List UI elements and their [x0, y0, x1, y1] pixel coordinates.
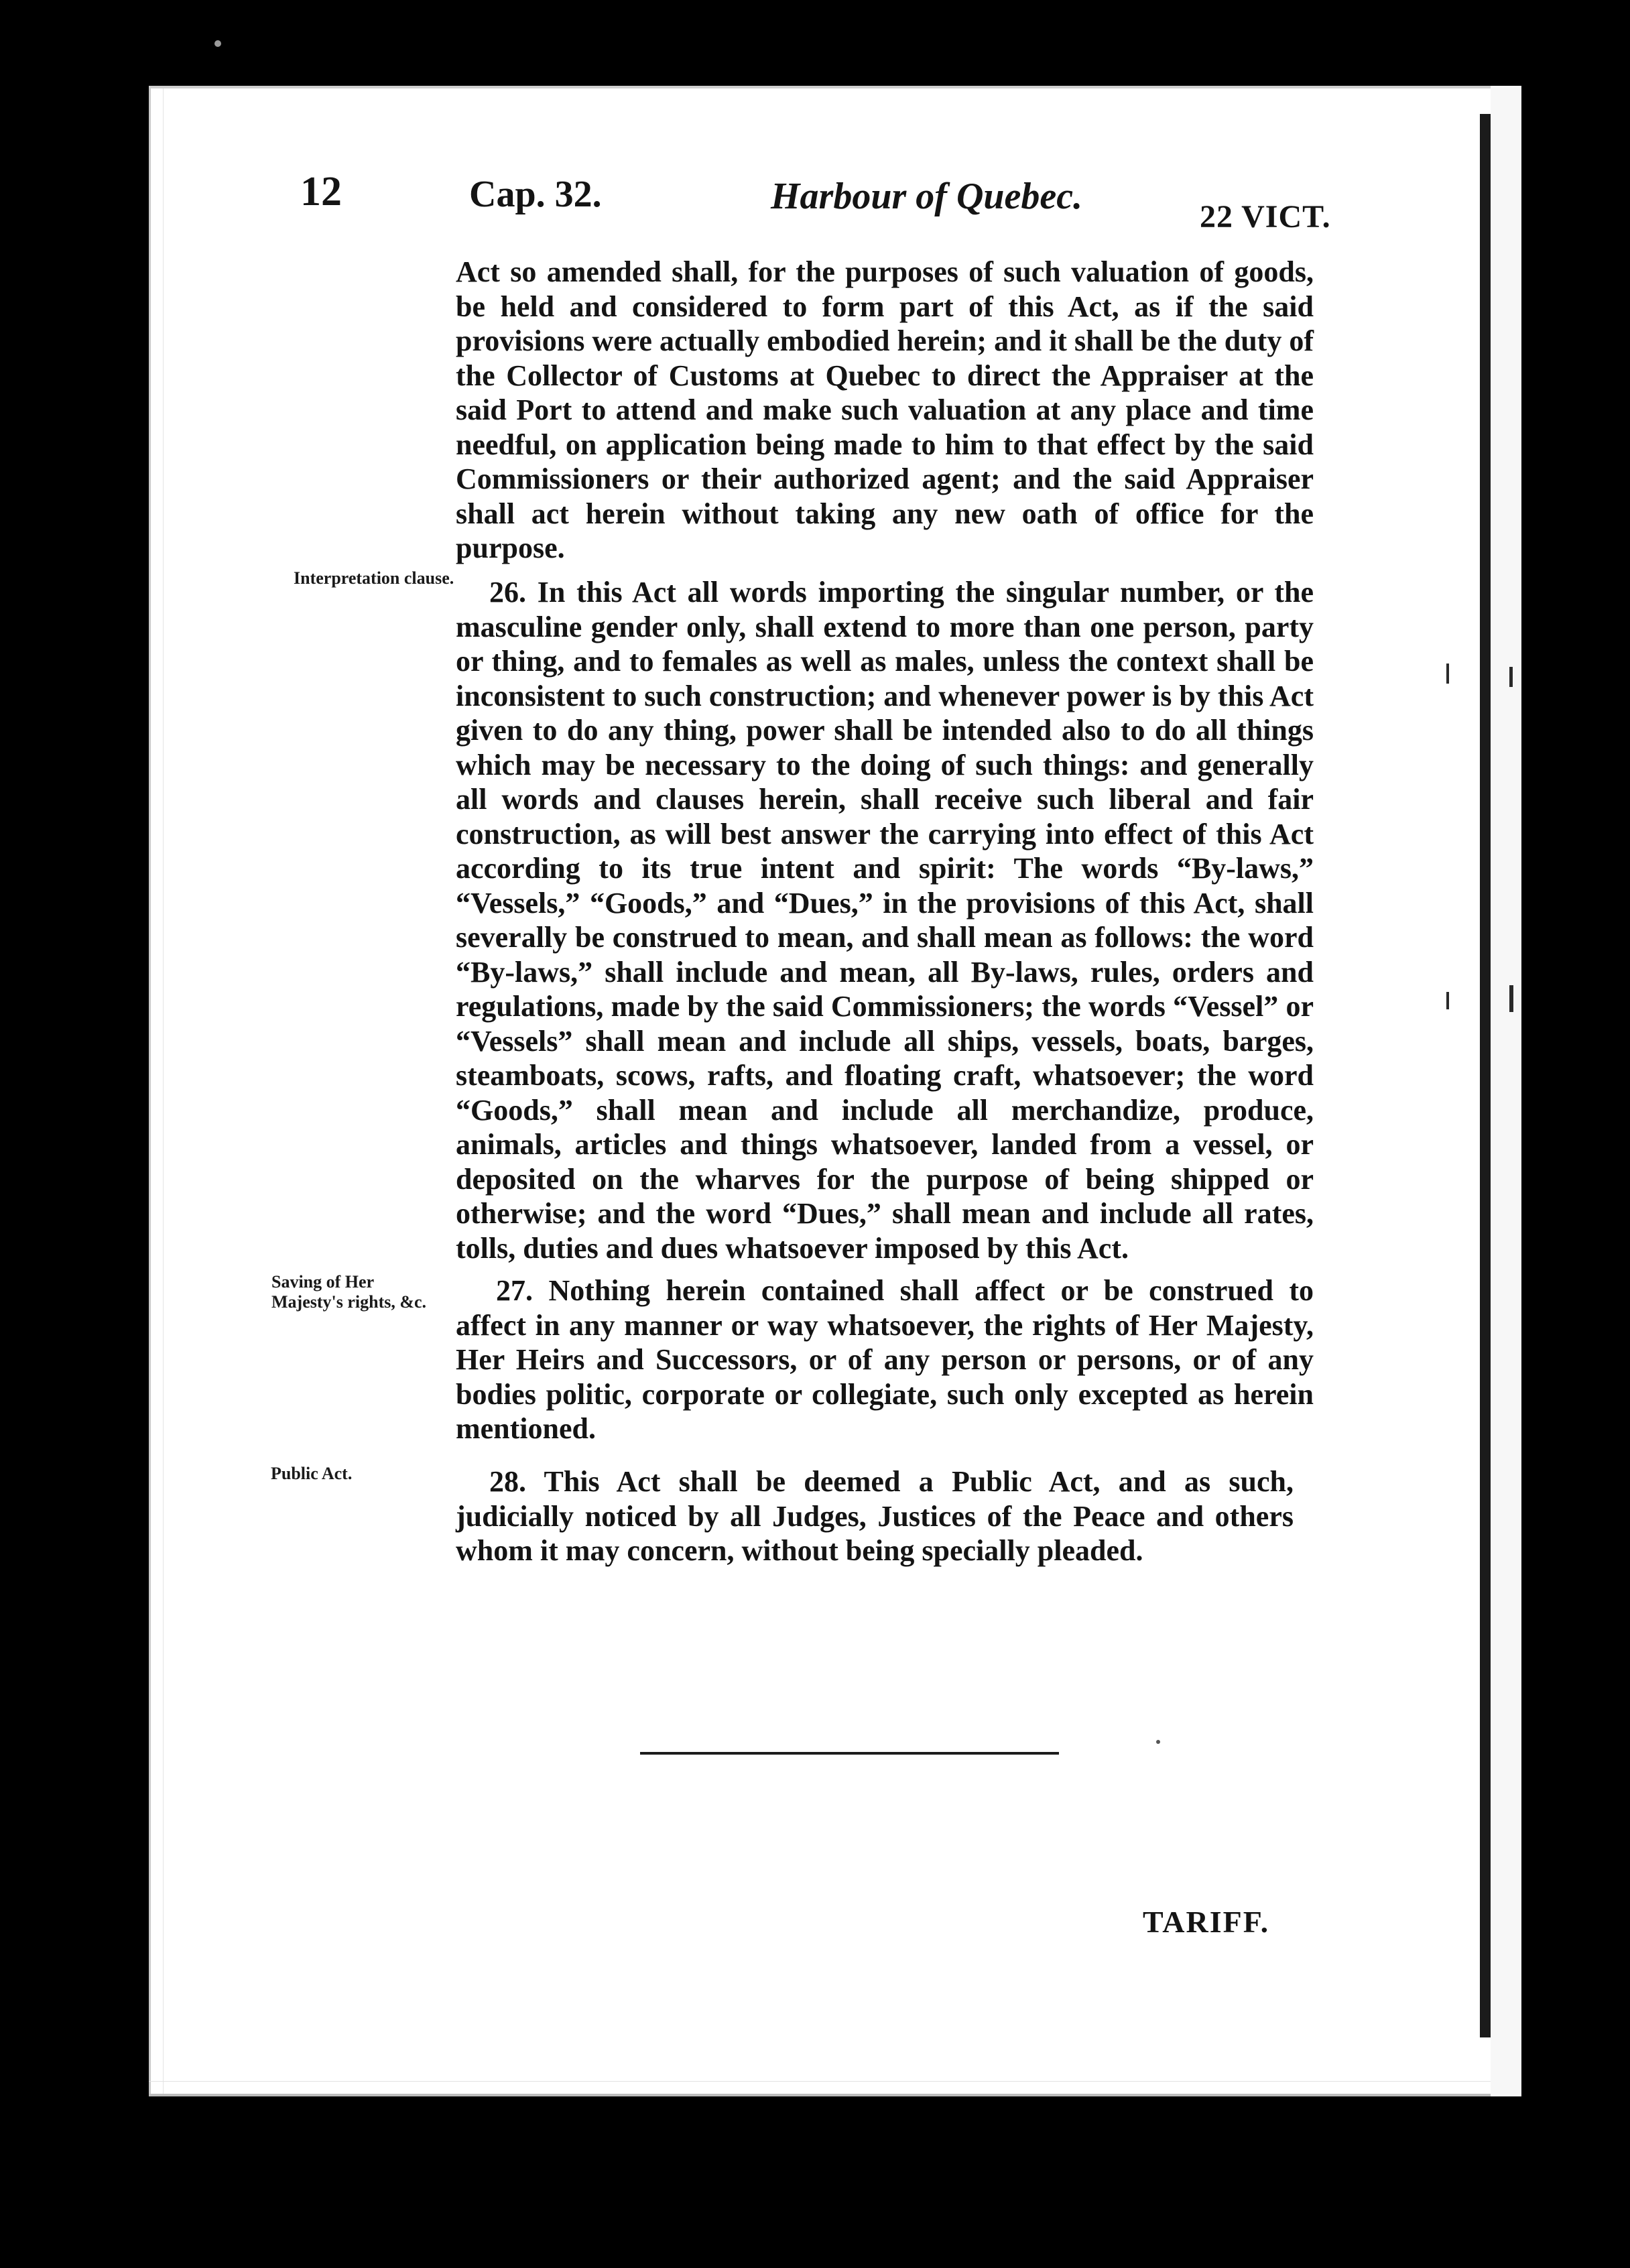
chapter-label: Cap. 32.: [469, 174, 602, 215]
page-edge-left: [149, 86, 164, 2096]
catchword: TARIFF.: [1143, 1905, 1270, 1939]
section-text: Nothing herein contained shall affect or be construed to affect in any manner or way whatsoever, the rights of Her Majesty, Her Heirs and Successors, or of any person or persons, or of any bodies politic, corporate or collegiate, such only excepted as herein mentioned.: [456, 1274, 1314, 1445]
gutter-mark: [1446, 992, 1449, 1009]
running-title: Harbour of Quebec.: [771, 176, 1083, 217]
gutter-mark: [1509, 985, 1513, 1012]
section-number: 28.: [489, 1465, 526, 1498]
page-edge-top: [149, 86, 1521, 94]
section-28: [456, 1464, 1294, 1568]
section-text: This Act shall be deemed a Public Act, and as such, judicially noticed by all Judges, Justices of the Peace and others whom it may concern, without being specially pleaded.: [456, 1465, 1294, 1567]
marginal-note-interpretation: Interpretation clause.: [294, 568, 454, 588]
section-26: [456, 575, 1314, 1265]
ink-speck: [1156, 1740, 1160, 1744]
gutter-mark: [1509, 667, 1513, 687]
section-number: 26.: [489, 576, 526, 609]
page-number: 12: [300, 169, 342, 214]
section-divider-rule: [640, 1752, 1059, 1755]
marginal-note-public-act: Public Act.: [271, 1464, 353, 1483]
section-number: 27.: [496, 1274, 533, 1307]
continued-paragraph: Act so amended shall, for the purposes of such valuation of goods, be held and considered to form part of this Act, as if the said provisions were actually embodied herein; and it shall be the duty of the Collector of Customs at Quebec to direct the Appraiser at the said Port to attend and make such valuation at any place and time needful, on application being made to him to that effect by the said Commissioners or their authorized agent; and the said Appraiser shall act herein without taking any new oath of office for the purpose.: [456, 255, 1314, 564]
section-text: In this Act all words importing the singular number, or the masculine gender only, shall extend to more than one person, party or thing, and to females as well as males, unless the context shall be inconsistent to such construction; and whenever power is by this Act given to do any thing, power shall be intended also to do all things which may be necessary to the doing of such things: and generally all words and clauses herein, shall receive such liberal and fair construction, as will best answer the carrying into effect of this Act according to its true intent and spirit: The words “By-laws,” “Vessels,” “Goods,” and “Dues,” in the provisions of this Act, shall severally be construed to mean, and shall mean as follows: the word “By-laws,” shall include and mean, all By-laws, rules, orders and regulations, made by the said Commissioners; the words “Vessel” or “Vessels” shall mean and include all ships, vessels, boats, barges, steamboats, scows, rafts, and floating craft, whatsoever; the word “Goods,” shall mean and include all merchandize, produce, animals, articles and things whatsoever, landed from a vessel, or deposited on the wharves for the purpose of being shipped or otherwise; and the word “Dues,” shall mean and include all rates, tolls, duties and dues whatsoever imposed by this Act.: [456, 576, 1314, 1265]
book-gutter-shadow: [1480, 114, 1491, 2037]
facing-page-strip: [1491, 86, 1521, 2096]
regnal-year: 22 VICT.: [1200, 199, 1331, 235]
page-edge-bottom: [149, 2081, 1521, 2096]
scan-speck: [214, 40, 221, 47]
section-27: [456, 1273, 1314, 1446]
marginal-note-saving: Saving of Her Majesty's rights, &c.: [271, 1272, 427, 1312]
gutter-mark: [1446, 664, 1449, 684]
